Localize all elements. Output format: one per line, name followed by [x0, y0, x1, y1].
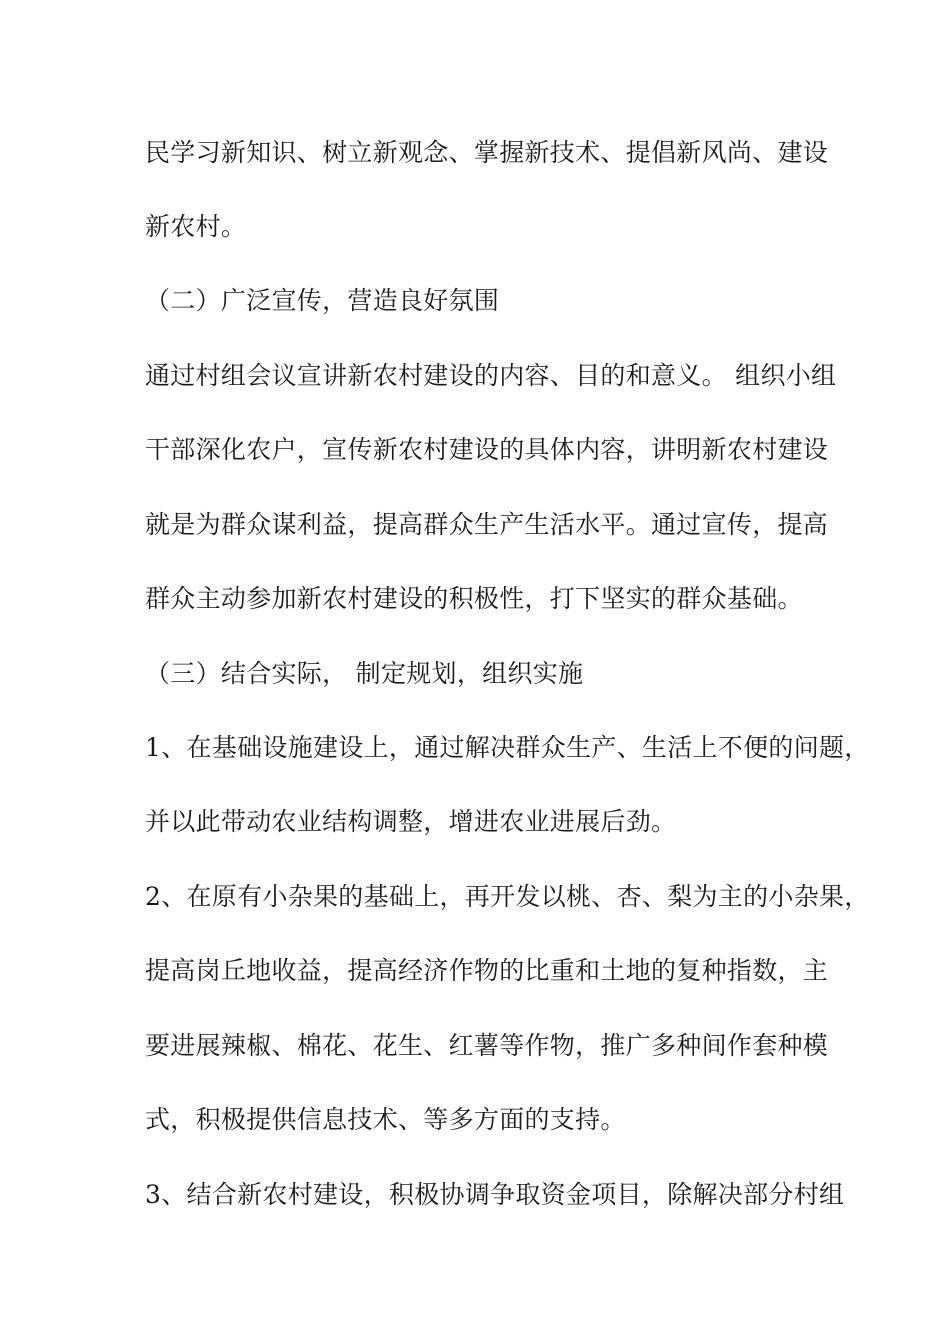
paragraph-line: 3、结合新农村建设，积极协调争取资金项目，除解决部分村组	[145, 1180, 845, 1209]
paragraph-line: 就是为群众谋利益，提高群众生产生活水平。通过宣传，提高	[145, 510, 829, 539]
paragraph-line: 新农村。	[145, 212, 247, 241]
paragraph-line: 提高岗丘地收益，提高经济作物的比重和土地的复种指数，主	[145, 956, 829, 985]
paragraph-line: 要进展辣椒、棉花、花生、红薯等作物，推广多种间作套种模	[145, 1031, 829, 1060]
paragraph-line: 通过村组会议宣讲新农村建设的内容、目的和意义。 组织小组	[145, 361, 837, 390]
section-heading: （三）结合实际， 制定规划，组织实施	[145, 659, 584, 688]
paragraph-line: 2、在原有小杂果的基础上，再开发以桃、杏、梨为主的小杂果，	[145, 882, 870, 911]
paragraph-line: 并以此带动农业结构调整，增进农业进展后劲。	[145, 807, 677, 836]
paragraph-line: 民学习新知识、树立新观念、掌握新技术、提倡新风尚、建设	[145, 138, 829, 167]
paragraph-line: 式，积极提供信息技术、等多方面的支持。	[145, 1105, 626, 1134]
section-heading: （二）广泛宣传，营造良好氛围	[145, 286, 500, 315]
paragraph-line: 群众主动参加新农村建设的积极性，打下坚实的群众基础。	[145, 584, 803, 613]
paragraph-line: 1、在基础设施建设上，通过解决群众生产、生活上不便的问题，	[145, 733, 870, 762]
paragraph-line: 干部深化农户，宣传新农村建设的具体内容，讲明新农村建设	[145, 435, 829, 464]
